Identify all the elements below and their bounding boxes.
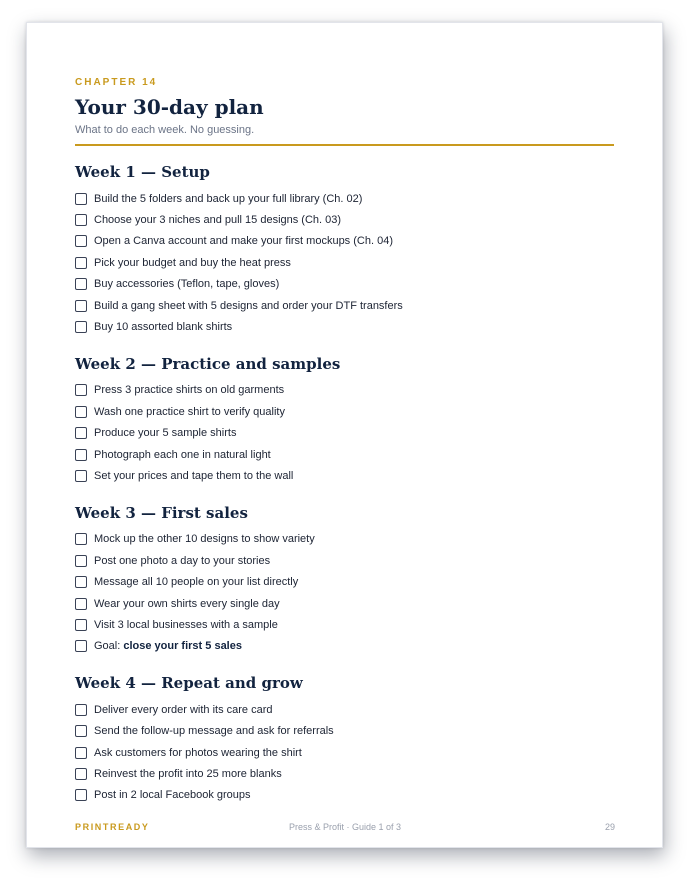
checklist-item[interactable] <box>75 444 615 465</box>
goal-prefix: Goal: <box>94 640 124 653</box>
week-4-section <box>75 673 615 806</box>
checklist-item[interactable] <box>75 209 615 230</box>
checkbox-icon[interactable] <box>75 768 87 780</box>
checklist-item[interactable] <box>75 529 615 550</box>
week-2-checklist <box>75 380 615 487</box>
checkbox-icon[interactable] <box>75 300 87 312</box>
checklist-item-label: Press 3 practice shirts on old garments <box>94 384 285 397</box>
checklist-item-label: Visit 3 local businesses with a sample <box>94 618 278 631</box>
checkbox-icon[interactable] <box>75 384 87 396</box>
checkbox-icon[interactable] <box>75 598 87 610</box>
checklist-item[interactable] <box>75 423 615 444</box>
checklist-item[interactable] <box>75 380 615 401</box>
footer-brand: PRINTREADY <box>75 822 150 832</box>
checklist-item[interactable] <box>75 720 615 741</box>
page-number: 29 <box>604 822 615 832</box>
week-3-checklist <box>75 529 615 657</box>
checklist-item[interactable] <box>75 614 615 635</box>
page-title: Your 30-day plan <box>75 95 264 119</box>
page-subtitle: What to do each week. No guessing. <box>75 124 255 136</box>
checklist-item[interactable] <box>75 785 615 806</box>
week-1-heading: Week 1 — Setup <box>75 163 210 181</box>
checklist-item-label: Reinvest the profit into 25 more blanks <box>94 767 282 780</box>
checklist-item-label: Open a Canva account and make your first mockups (Ch. 04) <box>94 235 393 248</box>
checkbox-icon[interactable] <box>75 576 87 588</box>
week-4-heading: Week 4 — Repeat and grow <box>75 674 303 693</box>
checklist-item-label: Photograph each one in natural light <box>94 448 271 461</box>
checkbox-icon[interactable] <box>75 704 87 716</box>
checkbox-icon[interactable] <box>75 406 87 418</box>
chapter-label: CHAPTER 14 <box>75 77 158 88</box>
checklist-item-label: Build a gang sheet with 5 designs and order your DTF transfers <box>94 299 403 312</box>
checklist-item-label: Deliver every order with its care card <box>94 703 273 716</box>
checklist-item-label: Set your prices and tape them to the wall <box>94 469 294 482</box>
checkbox-icon[interactable] <box>75 193 87 205</box>
checkbox-icon[interactable] <box>75 278 87 290</box>
checkbox-icon[interactable] <box>75 427 87 439</box>
checklist-item-label: Buy accessories (Teflon, tape, gloves) <box>94 278 280 291</box>
week-3-heading: Week 3 — First sales <box>75 503 248 522</box>
checklist-item[interactable] <box>75 593 615 614</box>
checklist-item-label: Pick your budget and buy the heat press <box>94 256 291 269</box>
checklist-item-label: Mock up the other 10 designs to show variety <box>94 533 315 546</box>
checklist-item[interactable] <box>75 550 615 571</box>
week-3-section <box>75 503 615 657</box>
checkbox-icon[interactable] <box>75 619 87 631</box>
checklist-item[interactable] <box>75 763 615 784</box>
week-4-checklist <box>75 699 615 806</box>
title-divider <box>75 144 614 146</box>
checkbox-icon[interactable] <box>75 257 87 269</box>
checkbox-icon[interactable] <box>75 747 87 759</box>
week-1-section <box>75 162 615 338</box>
checklist-item[interactable] <box>75 699 615 720</box>
checklist-item[interactable] <box>75 401 615 422</box>
footer-guide-title: Press & Profit · Guide 1 of 3 <box>288 822 402 832</box>
page-footer <box>75 821 615 833</box>
checklist-item-label: Build the 5 folders and back up your full library (Ch. 02) <box>94 192 363 205</box>
checklist-item-label: Choose your 3 niches and pull 15 designs (Ch. 03) <box>94 214 342 227</box>
checkbox-icon[interactable] <box>75 449 87 461</box>
checkbox-icon[interactable] <box>75 640 87 652</box>
checkbox-icon[interactable] <box>75 470 87 482</box>
checklist-item[interactable] <box>75 316 615 337</box>
week-2-heading: Week 2 — Practice and samples <box>75 354 341 373</box>
checklist-item-label: Send the follow-up message and ask for referrals <box>94 725 334 738</box>
checklist-item[interactable] <box>75 252 615 273</box>
checkbox-icon[interactable] <box>75 214 87 226</box>
week-2-section <box>75 354 615 487</box>
page-content <box>75 77 615 806</box>
checklist-item[interactable] <box>75 274 615 295</box>
goal-checklist-item[interactable] <box>75 636 615 657</box>
checklist-item-label: Message all 10 people on your list directly <box>94 576 299 589</box>
checklist-item-label: Post one photo a day to your stories <box>94 554 271 567</box>
checklist-item-label: Wear your own shirts every single day <box>94 597 280 610</box>
checkbox-icon[interactable] <box>75 555 87 567</box>
checklist-item-label: Ask customers for photos wearing the shirt <box>94 746 302 759</box>
checklist-item[interactable] <box>75 188 615 209</box>
checkbox-icon[interactable] <box>75 725 87 737</box>
checklist-item[interactable] <box>75 231 615 252</box>
checklist-item-label: Produce your 5 sample shirts <box>94 427 237 440</box>
checkbox-icon[interactable] <box>75 533 87 545</box>
checklist-item-label: Buy 10 assorted blank shirts <box>94 321 233 334</box>
week-1-checklist <box>75 188 615 338</box>
checklist-item[interactable] <box>75 742 615 763</box>
checklist-item-label: Post in 2 local Facebook groups <box>94 789 251 802</box>
goal-emphasis: close your first 5 sales <box>123 640 242 653</box>
checkbox-icon[interactable] <box>75 321 87 333</box>
checkbox-icon[interactable] <box>75 789 87 801</box>
checklist-item[interactable] <box>75 295 615 316</box>
goal-label <box>94 640 242 652</box>
checklist-item-label: Wash one practice shirt to verify quality <box>94 405 285 418</box>
checkbox-icon[interactable] <box>75 235 87 247</box>
checklist-item[interactable] <box>75 571 615 592</box>
checklist-item[interactable] <box>75 465 615 486</box>
document-page <box>26 22 663 848</box>
